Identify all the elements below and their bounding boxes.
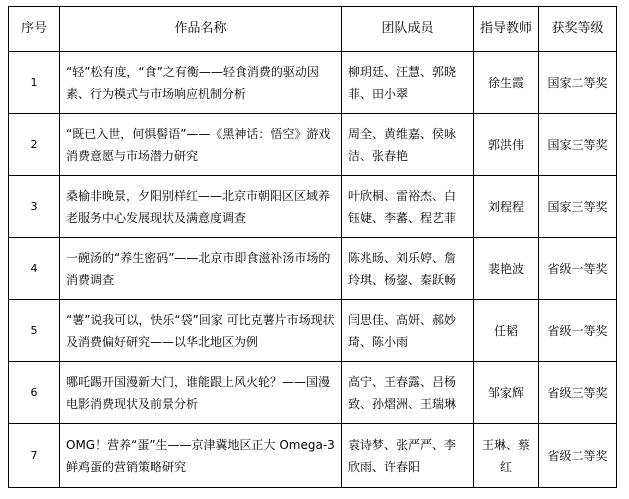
row-no: 5 <box>9 300 60 362</box>
awards-table <box>8 6 617 488</box>
row-no: 2 <box>9 114 60 176</box>
row-members: 高宁、王春露、吕杨致、孙熠洲、王瑞琳 <box>342 362 474 424</box>
row-title: 一碗汤的“养生密码”——北京市即食滋补汤市场的消费调查 <box>60 238 342 300</box>
header-no: 序号 <box>9 7 60 52</box>
row-award: 省级一等奖 <box>539 238 617 300</box>
row-members: 叶欣桐、雷裕杰、白钰婕、李蕃、程艺菲 <box>342 176 474 238</box>
header-row <box>9 7 617 52</box>
table-row <box>9 176 617 238</box>
row-title: OMG！营养“蛋”生——京津冀地区正大 Omega-3 鲜鸡蛋的营销策略研究 <box>60 424 342 488</box>
table-row <box>9 362 617 424</box>
row-advisor: 王琳、蔡红 <box>474 424 539 488</box>
table-row <box>9 52 617 114</box>
row-award: 省级一等奖 <box>539 300 617 362</box>
row-award: 省级三等奖 <box>539 362 617 424</box>
table-row <box>9 424 617 488</box>
table-row <box>9 114 617 176</box>
row-title: 哪吒踢开国漫新大门，谁能跟上风火轮？——国漫电影消费现状及前景分析 <box>60 362 342 424</box>
row-no: 1 <box>9 52 60 114</box>
row-title: “既已入世，何惧髻语”——《黑神话：悟空》游戏消费意愿与市场潜力研究 <box>60 114 342 176</box>
row-title: “薯”说我可以，快乐“袋”回家 可比克薯片市场现状及消费偏好研究——以华北地区为例 <box>60 300 342 362</box>
row-members: 周全、黄维嘉、侯咏洁、张春艳 <box>342 114 474 176</box>
row-advisor: 徐生霞 <box>474 52 539 114</box>
row-no: 3 <box>9 176 60 238</box>
row-members: 袁诗梦、张严严、李欣雨、许春阳 <box>342 424 474 488</box>
header-members: 团队成员 <box>342 7 474 52</box>
header-title: 作品名称 <box>60 7 342 52</box>
header-award: 获奖等级 <box>539 7 617 52</box>
row-award: 国家二等奖 <box>539 52 617 114</box>
row-members: 闫思佳、高妍、郝妙琦、陈小雨 <box>342 300 474 362</box>
row-no: 7 <box>9 424 60 488</box>
table-row <box>9 300 617 362</box>
row-award: 国家三等奖 <box>539 114 617 176</box>
row-members: 陈兆旸、刘乐婷、詹玲琪、杨鋆、秦跃畅 <box>342 238 474 300</box>
row-advisor: 裴艳波 <box>474 238 539 300</box>
row-no: 4 <box>9 238 60 300</box>
row-award: 省级二等奖 <box>539 424 617 488</box>
row-title: 桑榆非晚景，夕阳别样红——北京市朝阳区区域养老服务中心发展现状及满意度调查 <box>60 176 342 238</box>
row-advisor: 刘程程 <box>474 176 539 238</box>
header-advisor: 指导教师 <box>474 7 539 52</box>
row-members: 柳玥廷、汪慧、郭晓菲、田小翠 <box>342 52 474 114</box>
row-advisor: 邹家辉 <box>474 362 539 424</box>
table-row <box>9 238 617 300</box>
row-advisor: 郭洪伟 <box>474 114 539 176</box>
row-award: 国家三等奖 <box>539 176 617 238</box>
row-advisor: 任韬 <box>474 300 539 362</box>
row-title: “轻”松有度，“食”之有衡——轻食消费的驱动因素、行为模式与市场响应机制分析 <box>60 52 342 114</box>
row-no: 6 <box>9 362 60 424</box>
